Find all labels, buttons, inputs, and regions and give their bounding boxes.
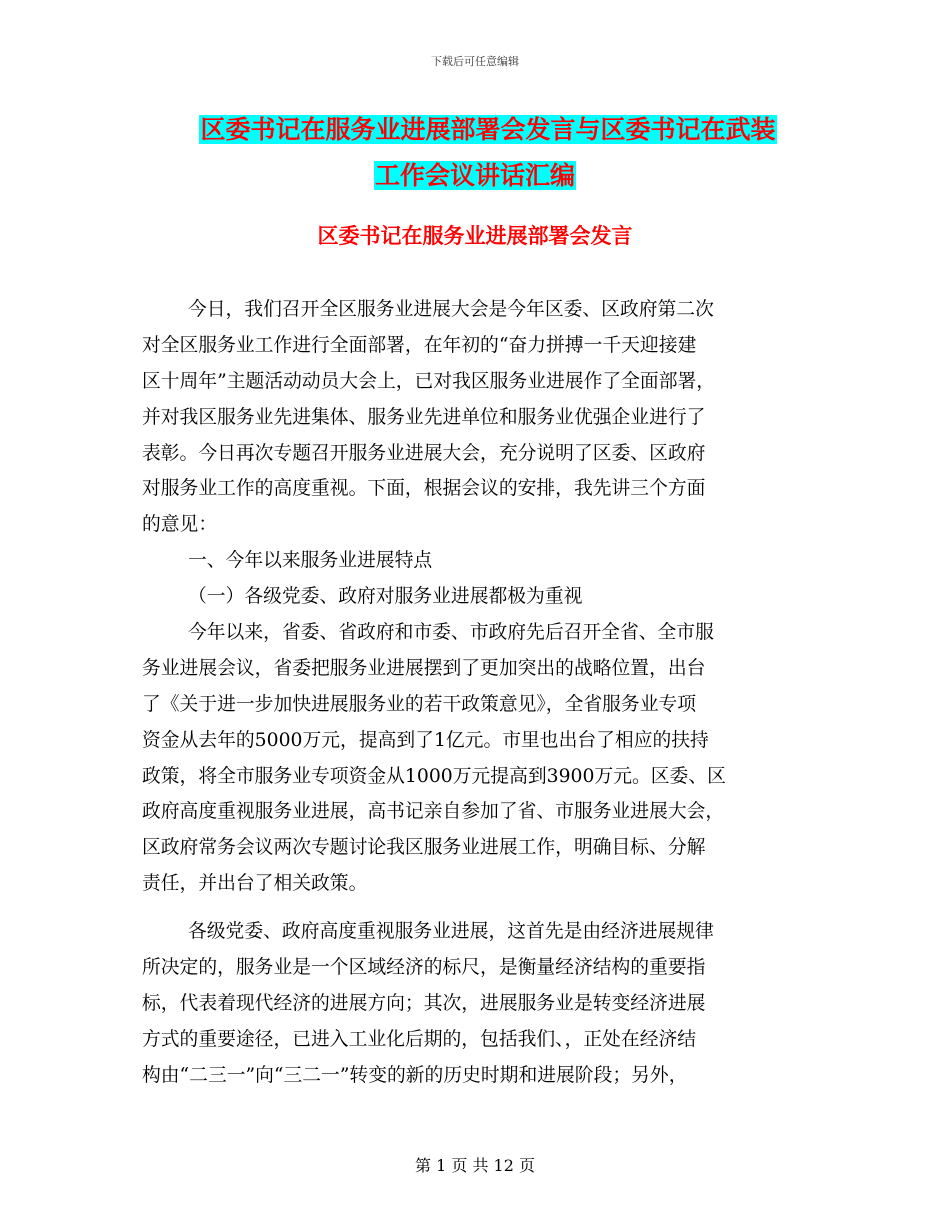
text-line: 责任，并出台了相关政策。	[142, 873, 368, 895]
text-line: 资金从去年的5000万元，提高到了1亿元。市里也出台了相应的扶持	[142, 729, 709, 751]
paragraph-1	[142, 292, 808, 543]
document-title-line-1	[0, 111, 950, 149]
text-line: 标，代表着现代经济的进展方向；其次，进展服务业是转变经济进展	[142, 992, 706, 1014]
heading-level-2: （一）各级党委、政府对服务业进展都极为重视	[188, 586, 583, 608]
text-line: 政策，将全市服务业专项资金从1000万元提高到3900万元。区委、区	[142, 765, 726, 787]
section-title: 区委书记在服务业进展部署会发言	[317, 224, 633, 248]
paragraph-3	[142, 914, 808, 1093]
text-line: 并对我区服务业先进集体、服务业先进单位和服务业优强企业进行了	[142, 406, 706, 428]
text-line: 今日，我们召开全区服务业进展大会是今年区委、区政府第二次	[188, 299, 714, 320]
text-line: 构由“二三一”向“三二一”转变的新的历史时期和进展阶段；另外，	[142, 1064, 688, 1086]
text-line: 各级党委、政府高度重视服务业进展，这首先是由经济进展规律	[188, 921, 714, 943]
text-line: 对全区服务业工作进行全面部署，在年初的“奋力拼搏一千天迎接建	[142, 334, 697, 356]
text-line: 了《关于进一步加快进展服务业的若干政策意见》，全省服务业专项	[142, 693, 697, 715]
document-title-line-1-text: 区委书记在服务业进展部署会发言与区委书记在武装	[200, 115, 776, 144]
text-line: 对服务业工作的高度重视。下面，根据会议的安排，我先讲三个方面	[142, 478, 706, 500]
paragraph-2	[142, 615, 808, 902]
text-line: 的意见：	[142, 514, 218, 536]
page-number-footer: 第 1 页 共 12 页	[415, 1156, 535, 1175]
text-line: 务业进展会议，省委把服务业进展摆到了更加突出的战略位置，出台	[142, 657, 706, 679]
document-title-line-2	[0, 157, 950, 195]
heading-level-1: 一、今年以来服务业进展特点	[188, 550, 433, 572]
text-line: 表彰。今日再次专题召开服务业进展大会，充分说明了区委、区政府	[142, 442, 706, 464]
header-note: 下载后可任意编辑	[431, 55, 519, 68]
text-line: 政府高度重视服务业进展，高书记亲自参加了省、市服务业进展大会，	[142, 801, 725, 823]
text-line: 区十周年”主题活动动员大会上，已对我区服务业进展作了全面部署，	[142, 370, 716, 392]
text-line: 方式的重要途径，已进入工业化后期的，包括我们、，正处在经济结	[142, 1028, 697, 1050]
text-line: 区政府常务会议两次专题讨论我区服务业进展工作，明确目标、分解	[142, 837, 706, 859]
paragraph-gap	[142, 902, 808, 914]
document-title-line-2-text: 工作会议讲话汇编	[374, 161, 575, 190]
body-text	[142, 292, 808, 1094]
text-line: 所决定的，服务业是一个区域经济的标尺，是衡量经济结构的重要指	[142, 957, 706, 979]
text-line: 今年以来，省委、省政府和市委、市政府先后召开全省、全市服	[188, 622, 714, 644]
